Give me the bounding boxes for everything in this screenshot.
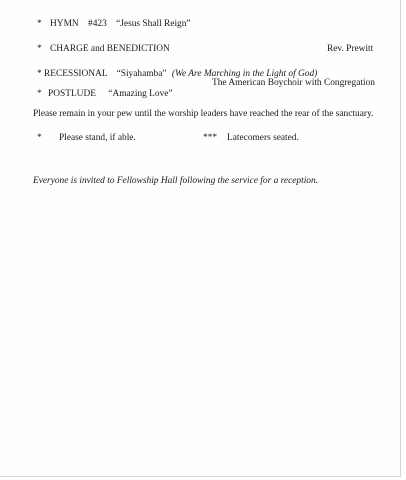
hymn-number: #423 [88, 19, 107, 29]
stand-marker: * [37, 19, 42, 29]
charge-label: CHARGE and BENEDICTION [50, 44, 170, 54]
legend-latecomer-text: Latecomers seated. [227, 133, 299, 143]
recessional-title: “Siyahamba” [116, 69, 167, 79]
stand-marker: * [37, 89, 42, 99]
postlude-line [37, 89, 173, 100]
legend-stand-marker: * [37, 133, 42, 143]
charge-line [37, 44, 170, 55]
hymn-label: HYMN [50, 19, 79, 29]
stand-marker: * [37, 69, 42, 79]
hymn-line [37, 19, 191, 30]
legend-latecomer-marker: *** [203, 133, 218, 143]
postlude-title: “Amazing Love” [108, 89, 173, 99]
charge-leader: Rev. Prewitt [327, 44, 374, 54]
reception-invitation: Everyone is invited to Fellowship Hall following the service for a reception. [33, 176, 319, 186]
recessional-performers: The American Boychoir with Congregation [212, 78, 375, 88]
postlude-label: POSTLUDE [48, 89, 96, 99]
legend-stand-text: Please stand, if able. [59, 133, 136, 143]
recessional-notice: Please remain in your pew until the worship leaders have reached the rear of the sanctuary. [33, 109, 374, 119]
recessional-translation: (We Are Marching in the Light of God) [171, 69, 318, 79]
stand-marker: * [37, 44, 42, 54]
recessional-label: RECESSIONAL [44, 69, 108, 79]
hymn-title: “Jesus Shall Reign” [116, 19, 191, 29]
